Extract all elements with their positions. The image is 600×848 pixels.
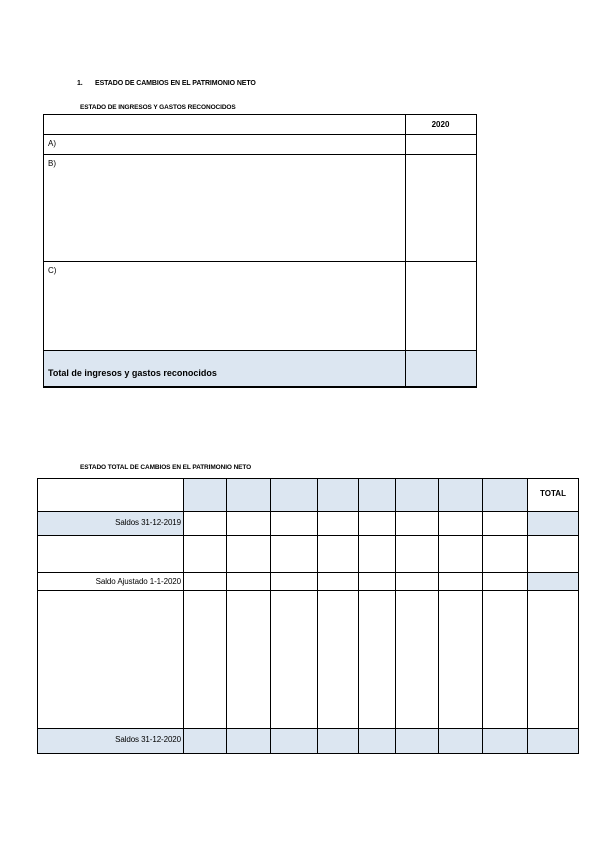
table1-title: ESTADO DE INGRESOS Y GASTOS RECONOCIDOS (80, 104, 236, 111)
table1-row-a (44, 135, 476, 155)
col-line (358, 479, 359, 753)
total-label: Total de ingresos y gastos reconocidos (48, 368, 217, 378)
col-line (317, 479, 318, 753)
table1-total-row (44, 351, 476, 387)
table1-header-row (44, 115, 476, 135)
row-line (38, 535, 578, 536)
income-expense-table (43, 114, 477, 388)
col-line (438, 479, 439, 753)
table2-title: ESTADO TOTAL DE CAMBIOS EN EL PATRIMONIO NETO (80, 464, 252, 471)
section-number: 1. (77, 80, 83, 87)
col-line (482, 479, 483, 753)
saldo-ajustado-total-fill (528, 572, 578, 590)
table1-row-b (44, 155, 476, 262)
row-line (38, 572, 578, 573)
row-b-label: B) (48, 159, 56, 168)
header-fill (183, 479, 528, 511)
col-line (183, 479, 184, 753)
row-line (38, 590, 578, 591)
col-line (395, 479, 396, 753)
col-line (226, 479, 227, 753)
row-line (38, 728, 578, 729)
row-c-label: C) (48, 266, 57, 275)
section-title: ESTADO DE CAMBIOS EN EL PATRIMONIO NETO (95, 80, 256, 87)
saldos-2019-label: Saldos 31-12-2019 (115, 518, 181, 527)
col-line (270, 479, 271, 753)
col-line (527, 479, 528, 753)
saldo-ajustado-label: Saldo Ajustado 1-1-2020 (95, 577, 181, 586)
section-heading (77, 80, 256, 87)
table1-row-c (44, 262, 476, 351)
row-a-label: A) (48, 139, 56, 148)
saldos-2020-label: Saldos 31-12-2020 (115, 735, 181, 744)
row-line (38, 511, 578, 512)
year-header: 2020 (431, 120, 450, 129)
equity-changes-table (37, 478, 579, 754)
saldos-2019-total-fill (528, 511, 578, 535)
column-divider-total (405, 351, 406, 387)
total-header: TOTAL (540, 489, 566, 498)
